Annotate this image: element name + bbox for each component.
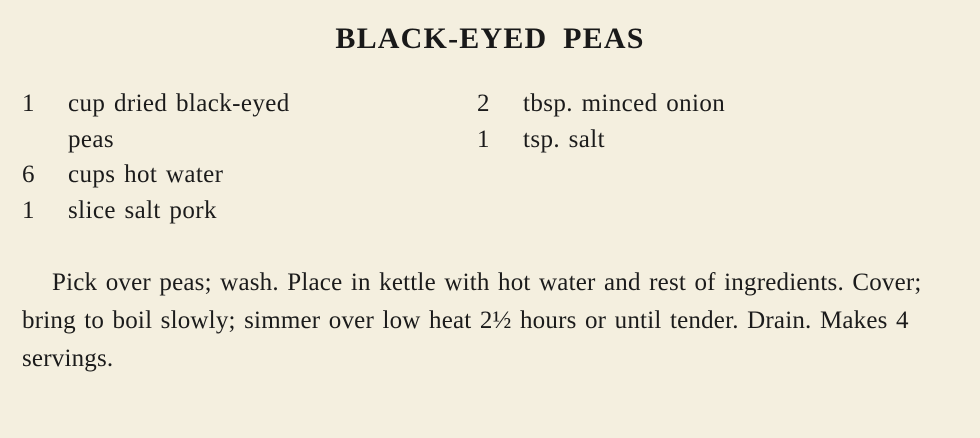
ingredient-name: cups hot water (68, 161, 224, 188)
recipe-page (0, 22, 980, 438)
ingredient-item (22, 157, 477, 193)
ingredient-name (68, 86, 477, 157)
ingredient-name: tbsp. minced onion (523, 90, 726, 117)
ingredient-item (477, 122, 957, 158)
ingredient-name-line1: cup dried black-eyed (68, 90, 290, 117)
ingredients-column-left (22, 86, 477, 228)
directions-text: Pick over peas; wash. Place in kettle with hot water and rest of ingredients. Cover; bring to boil slowly; simmer over low heat 2½ hours or until tender. Drain. Makes 4 servings. (22, 269, 922, 372)
ingredients-column-right (477, 86, 957, 228)
ingredient-item (22, 86, 477, 157)
ingredient-quantity: 1 (22, 90, 35, 117)
ingredient-quantity: 1 (477, 125, 490, 153)
ingredient-name: tsp. salt (523, 125, 605, 153)
page-title: BLACK-EYED PEAS (335, 22, 645, 55)
ingredient-name-line2: peas (68, 125, 115, 153)
ingredient-quantity: 2 (477, 90, 490, 117)
ingredient-quantity: 6 (22, 161, 35, 188)
ingredient-name: slice salt pork (68, 196, 217, 224)
ingredient-item (477, 86, 957, 122)
ingredient-quantity: 1 (22, 196, 35, 224)
directions-section (0, 264, 980, 378)
ingredient-item (22, 193, 477, 229)
ingredients-section (0, 86, 980, 228)
